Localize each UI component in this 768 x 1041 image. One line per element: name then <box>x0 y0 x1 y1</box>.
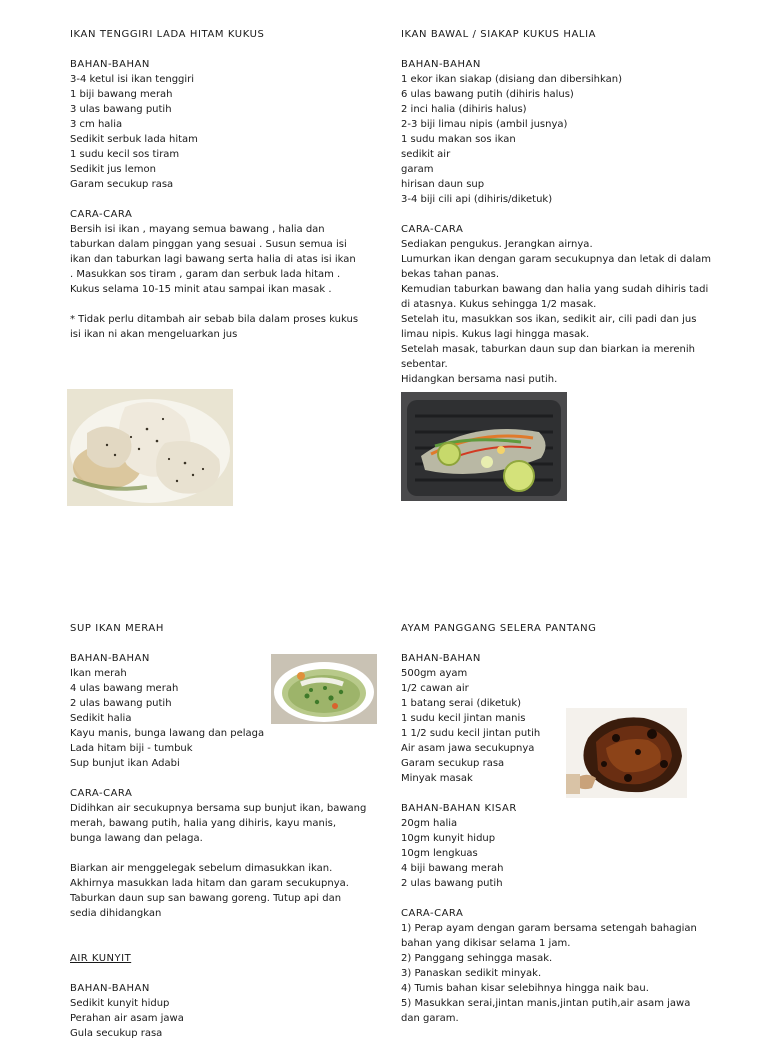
blend-heading: BAHAN-BAHAN KISAR <box>401 803 517 814</box>
method-line: Setelah masak, taburkan daun sup dan biarkan ia merenih <box>401 344 695 355</box>
method-line: Hidangkan bersama nasi putih. <box>401 374 558 385</box>
ingredients-heading: BAHAN-BAHAN <box>70 983 150 994</box>
method-line: dan garam. <box>401 1013 459 1024</box>
recipe-ayam-panggang <box>401 621 701 1026</box>
ingredient-item: Ikan merah <box>70 668 127 679</box>
ingredient-item: Sedikit jus lemon <box>70 164 156 175</box>
method-line: limau nipis. Kukus lagi hingga masak. <box>401 329 590 340</box>
grilled-chicken-photo <box>566 708 687 798</box>
ingredient-item: 4 ulas bawang merah <box>70 683 179 694</box>
fish-soup-photo <box>271 654 377 724</box>
ingredient-item: 1 sudu kecil jintan manis <box>401 713 526 724</box>
method-lines <box>401 237 711 387</box>
method-line: Kemudian taburkan bawang dan halia yang sudah dihiris tadi <box>401 284 709 295</box>
ingredient-item: 1/2 cawan air <box>401 683 469 694</box>
ingredient-item: 3-4 biji cili api (dihiris/diketuk) <box>401 194 553 205</box>
method-line: bahan yang dikisar selama 1 jam. <box>401 938 571 949</box>
recipe-title: IKAN TENGGIRI LADA HITAM KUKUS <box>70 29 265 40</box>
method-line: Sediakan pengukus. Jerangkan airnya. <box>401 239 593 250</box>
ingredient-item: 20gm halia <box>401 818 458 829</box>
ingredient-item: Sedikit kunyit hidup <box>70 998 170 1009</box>
method-heading: CARA-CARA <box>401 908 464 919</box>
ingredients-heading: BAHAN-BAHAN <box>401 59 481 70</box>
ingredient-item: Sedikit serbuk lada hitam <box>70 134 198 145</box>
ingredient-item: 3 cm halia <box>70 119 123 130</box>
ingredient-item: 4 biji bawang merah <box>401 863 504 874</box>
ingredient-item: 1 sudu kecil sos tiram <box>70 149 180 160</box>
ingredient-item: Sup bunjut ikan Adabi <box>70 758 180 769</box>
ingredients-heading: BAHAN-BAHAN <box>401 653 481 664</box>
ingredients-list <box>401 72 701 207</box>
method-paragraph: Didihkan air secukupnya bersama sup bunjut ikan, bawang merah, bawang putih, halia yang dihiris, kayu manis, bunga lawang dan pelaga. <box>70 803 367 844</box>
ingredient-item: 500gm ayam <box>401 668 468 679</box>
steamed-fish-photo <box>67 389 233 506</box>
recipe-ikan-bawal <box>401 27 711 387</box>
ingredient-item: 1 sudu makan sos ikan <box>401 134 516 145</box>
ingredient-item: 1 1/2 sudu kecil jintan putih <box>401 728 541 739</box>
ingredient-item: sedikit air <box>401 149 451 160</box>
air-kunyit-ingredients <box>70 996 368 1041</box>
ingredients-heading: BAHAN-BAHAN <box>70 59 150 70</box>
recipe-title: AYAM PANGGANG SELERA PANTANG <box>401 623 597 634</box>
method-heading: CARA-CARA <box>70 209 133 220</box>
ingredient-item: Perahan air asam jawa <box>70 1013 184 1024</box>
method-heading: CARA-CARA <box>70 788 133 799</box>
method-line: 4) Tumis bahan kisar selebihnya hingga naik bau. <box>401 983 649 994</box>
recipe-ikan-tenggiri <box>70 27 362 342</box>
method-line: 3) Panaskan sedikit minyak. <box>401 968 542 979</box>
ingredient-item: 10gm lengkuas <box>401 848 478 859</box>
ginger-steamed-fish-photo <box>401 392 567 501</box>
ingredient-item: Sedikit halia <box>70 713 132 724</box>
blend-ingredients-list <box>401 816 701 891</box>
ingredient-item: Garam secukup rasa <box>70 179 174 190</box>
method-line: bekas tahan panas. <box>401 269 499 280</box>
ingredient-item: Garam secukup rasa <box>401 758 505 769</box>
ingredients-heading: BAHAN-BAHAN <box>70 653 150 664</box>
method-line: 2) Panggang sehingga masak. <box>401 953 553 964</box>
ingredient-item: 1 ekor ikan siakap (disiang dan dibersihkan) <box>401 74 623 85</box>
ingredient-item: hirisan daun sup <box>401 179 485 190</box>
method-paragraph: Biarkan air menggelegak sebelum dimasukkan ikan. Akhirnya masukkan lada hitam dan garam secukupnya. Taburkan daun sup san bawang goreng. Tutup api dan sedia dihidangkan <box>70 863 349 919</box>
ingredient-item: 1 batang serai (diketuk) <box>401 698 522 709</box>
method-line: di atasnya. Kukus sehingga 1/2 masak. <box>401 299 597 310</box>
ingredient-item: Air asam jawa secukupnya <box>401 743 535 754</box>
ingredient-item: 2-3 biji limau nipis (ambil jusnya) <box>401 119 568 130</box>
method-heading: CARA-CARA <box>401 224 464 235</box>
ingredient-item: 3 ulas bawang putih <box>70 104 172 115</box>
method-lines <box>401 921 701 1026</box>
ingredient-item: 2 ulas bawang putih <box>70 698 172 709</box>
ingredient-item: Gula secukup rasa <box>70 1028 163 1039</box>
ingredient-item: 6 ulas bawang putih (dihiris halus) <box>401 89 574 100</box>
ingredient-item: 2 inci halia (dihiris halus) <box>401 104 527 115</box>
air-kunyit-title: AIR KUNYIT <box>70 953 132 964</box>
ingredient-item: 1 biji bawang merah <box>70 89 173 100</box>
method-line: Setelah itu, masukkan sos ikan, sedikit air, cili padi dan jus <box>401 314 697 325</box>
ingredients-list <box>70 72 362 192</box>
ingredient-item: 10gm kunyit hidup <box>401 833 496 844</box>
method-line: 5) Masukkan serai,jintan manis,jintan putih,air asam jawa <box>401 998 691 1009</box>
method-line: Lumurkan ikan dengan garam secukupnya dan letak di dalam <box>401 254 711 265</box>
ingredient-item: 3-4 ketul isi ikan tenggiri <box>70 74 195 85</box>
ingredient-item: 2 ulas bawang putih <box>401 878 503 889</box>
recipe-title: SUP IKAN MERAH <box>70 623 164 634</box>
ingredient-item: Minyak masak <box>401 773 473 784</box>
method-line: sebentar. <box>401 359 448 370</box>
recipe-title: IKAN BAWAL / SIAKAP KUKUS HALIA <box>401 29 597 40</box>
method-line: 1) Perap ayam dengan garam bersama setengah bahagian <box>401 923 697 934</box>
ingredient-item: garam <box>401 164 434 175</box>
ingredient-item: Lada hitam biji - tumbuk <box>70 743 193 754</box>
ingredient-item: Kayu manis, bunga lawang dan pelaga <box>70 728 265 739</box>
method-note: * Tidak perlu ditambah air sebab bila dalam proses kukus isi ikan ni akan mengeluarkan jus <box>70 314 359 340</box>
method-paragraph: Bersih isi ikan , mayang semua bawang , halia dan taburkan dalam pinggan yang sesuai . Susun semua isi ikan dan taburkan lagi bawang serta halia di atas isi ikan . Masukkan sos tiram , garam dan serbuk lada hitam . Kukus selama 10-15 minit atau sampai ikan masak . <box>70 224 356 295</box>
